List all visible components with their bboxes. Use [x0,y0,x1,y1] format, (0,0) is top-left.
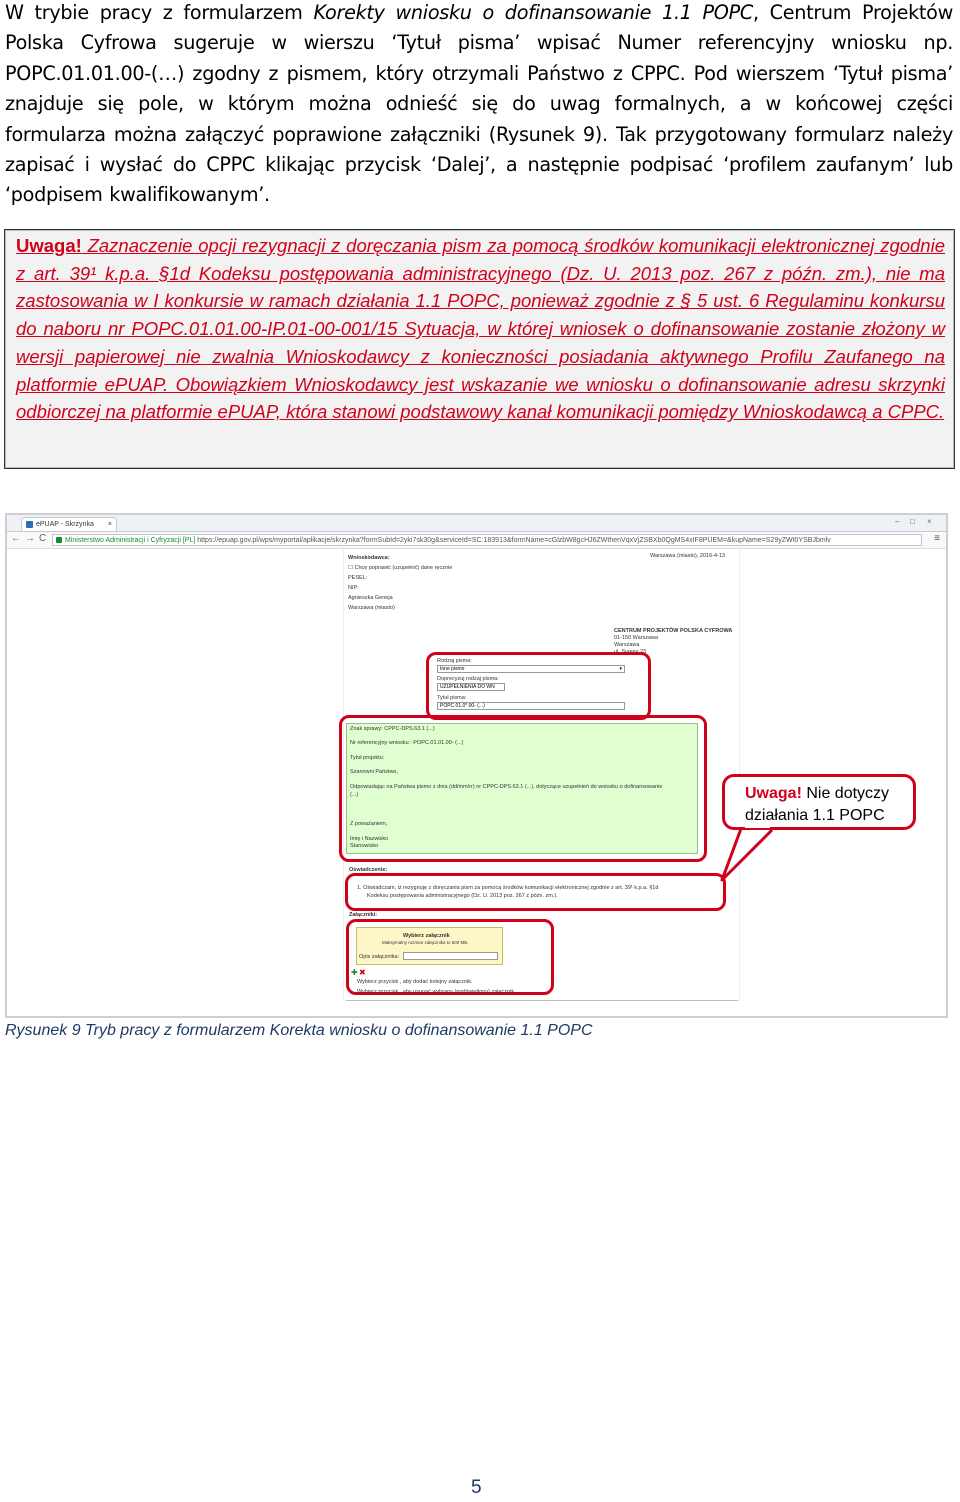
warning-note-text [16,232,945,426]
back-arrow-icon[interactable]: ← [11,533,21,544]
tytul-pisma-input[interactable]: POPC.01.0*.00- (...) [437,702,625,710]
callout-text-1: Nie dotyczy [801,785,890,802]
znak-sprawy: Znak sprawy: CPPC-DPS.63.1 (...) [350,726,435,732]
window-close-icon[interactable]: × [927,517,932,526]
tab-title: ePUAP - Skrzynka [36,521,94,528]
page-number: 5 [471,1477,482,1498]
nip-label: NIP: [348,585,359,591]
signature-name: Imię i Nazwisko [350,836,389,842]
chce-poprawic-checkbox[interactable]: ☐ Chcę poprawić (uzupełnić) dane ręcznie [348,565,453,571]
doprecyzuj-label: Doprecyzuj rodzaj pisma: [437,676,499,682]
statement-frame [345,873,726,911]
rodzaj-pisma-label: Rodzaj pisma: [437,658,472,664]
form-bottom-divider [346,1000,738,1001]
wnioskodawca-label: Wnioskodawca: [348,555,390,561]
reload-icon[interactable]: C [39,533,47,544]
warning-text-italic: Zaznaczenie opcji rezygnacji z doręczania pism za pomocą środków komunikacji elektronicznej zgodnie z art. 39¹ k.p.a. §1d Kodeksu postępowania administracyjnego (Dz. U. 2013 poz. 267 z późn. zm.), nie ma zastosowania w I konkursie w ramach działania 1.1 POPC, ponieważ zgodnie z § 5 ust. 6 Regulaminu konkursu do naboru nr POPC.01.01.00-IP.01-00-001/15 [16,235,945,340]
pesel-label: PESEL: [348,575,368,581]
recipient-name: CENTRUM PROJEKTÓW POLSKA CYFROWA [614,628,733,634]
callout-note [722,774,916,830]
recipient-zip: 01-150 Warszawa [614,635,659,641]
recipient-city: Warszawa [614,642,640,648]
add-attachment-icon[interactable]: ✚ [351,968,358,977]
oswiadczenie-label: Oświadczenie: [349,867,388,873]
nr-referencyjny: Nr referencyjny wniosku : POPC.01.01.00- (...) [350,740,464,746]
statement-text-2: Kodeksu postępowania administracyjnego (Dz. U. 2013 poz. 267 z późn. zm.). [367,893,558,899]
salutation: Szanowni Państwo, [350,769,398,775]
callout-text-2: działania 1.1 POPC [745,807,885,824]
tab-close-icon[interactable]: × [107,521,112,528]
zalaczniki-label: Załączniki: [349,912,378,918]
signature-position: Stanowisko [350,843,379,849]
wybierz-zalacznik-button[interactable]: Wybierz załącznik [403,933,450,939]
opis-label: Opis załącznika: [359,954,400,960]
figure-caption: Rysunek 9 Tryb pracy z formularzem Korekta wniosku o dofinansowanie 1.1 POPC [5,1022,593,1039]
statement-checkbox[interactable]: 1. Oświadczam, iż rezygnuję z doręczania pism za pomocą środków komunikacji elektronicznej zgodnie z art. 39¹ k.p.a. §1d [357,885,659,891]
doprecyzuj-input[interactable]: UZUPEŁNIENIA DO WN [437,683,505,691]
applicant-name: Agnieszka Geneja [348,595,393,601]
closing-line: Z poważaniem, [350,821,388,827]
lock-icon [56,537,62,543]
callout-warning: Uwaga! [745,785,802,802]
warning-label: Uwaga! [16,235,82,256]
tytul-projektu: Tytuł projektu: [350,755,385,761]
browser-toolbar [7,532,946,549]
browser-screenshot [5,513,948,1018]
browser-tab[interactable] [21,517,117,531]
opis-input[interactable] [403,952,498,960]
secure-origin-label: Ministerstwo Administracji i Cyfryzacji [PL] [65,537,196,544]
date-line: Warszawa (miasto), 2016-4-13 [650,553,725,559]
response-ellipsis: (...) [350,792,359,798]
address-bar[interactable] [52,534,922,546]
remove-hint: Wybierz przycisk , aby usunąć wybrany (podświetlony) załącznik. [357,989,516,995]
warning-text-plain: Sytuacja, w której wniosek o dofinansowanie zostanie złożony w wersji papierowej nie zwalnia Wnioskodawcy z konieczności posiadania aktywnego Profilu Zaufanego na platformie ePUAP. Obowiązkiem Wnioskodawcy jest wskazanie we wniosku o dofinansowanie adresu skrzynki odbiorczej na platformie ePUAP, która stanowi podstawowy kanał komunikacji pomiędzy Wnioskodawcą a CPPC. [16,318,945,423]
intro-text-2: , Centrum Projektów Polska Cyfrowa sugeruje w wierszu ‘Tytuł pisma’ wpisać Numer referencyjny wniosku np. POPC.01.01.00-(…) zgodny z pismem, który otrzymali Państwo z CPPC. Pod wierszem ‘Tytuł pisma’ znajduje się pole, w którym można odnieść się do uwag formalnych, a w końcowej części formularza można załączyć poprawione załączniki (Rysunek 9). Tak przygotowany formularz należy zapisać i wysłać do CPPC klikając przycisk ‘Dalej’, a następnie podpisać ‘profilem zaufanym’ lub ‘podpisem kwalifikowanym’. [5,1,953,207]
menu-icon[interactable]: ≡ [934,533,940,544]
intro-paragraph [5,0,953,211]
rodzaj-pisma-select[interactable]: Inne pismo ▾ [437,665,625,673]
recipient-street: ul. Syreny 23 [614,649,647,655]
warning-note-box [4,229,955,469]
forward-arrow-icon[interactable]: → [25,533,35,544]
maximize-icon[interactable]: □ [910,517,915,526]
max-size-note: Maksymalny rozmiar załącznika to 500 MB. [382,940,469,945]
tytul-pisma-label: Tytuł pisma: [437,695,467,701]
response-line: Odpowiadając na Państwa pismo z dnia (dd/mm/rr) nr CPPC-DPS.63.1 (...), dotyczące uzupełnień do wniosku o dofinansowanie [350,784,663,790]
remove-attachment-icon[interactable]: ✖ [359,968,366,977]
add-more-hint: Wybierz przycisk , aby dodać kolejny załącznik. [357,979,473,985]
applicant-city: Warszawa (miasto) [348,605,395,611]
url-text: https://epuap.gov.pl/wps/myportal/aplikacje/skrzynka?formSubId=2yki7sk30g&serviceId=SC:183913&formName=cGlzbW8gcHJ6ZWthenVqxVjZSBXb0QgMS4xIF8PUEM=&kupName=S29yZWt0YSBJbmlv [197,537,831,544]
browser-tabbar [7,515,946,532]
intro-text-italic: Korekty wniosku o dofinansowanie 1.1 POPC [313,1,753,24]
intro-text-1: W trybie pracy z formularzem [5,1,314,24]
epuap-favicon-icon [26,521,33,528]
minimize-icon[interactable]: – [895,517,900,526]
